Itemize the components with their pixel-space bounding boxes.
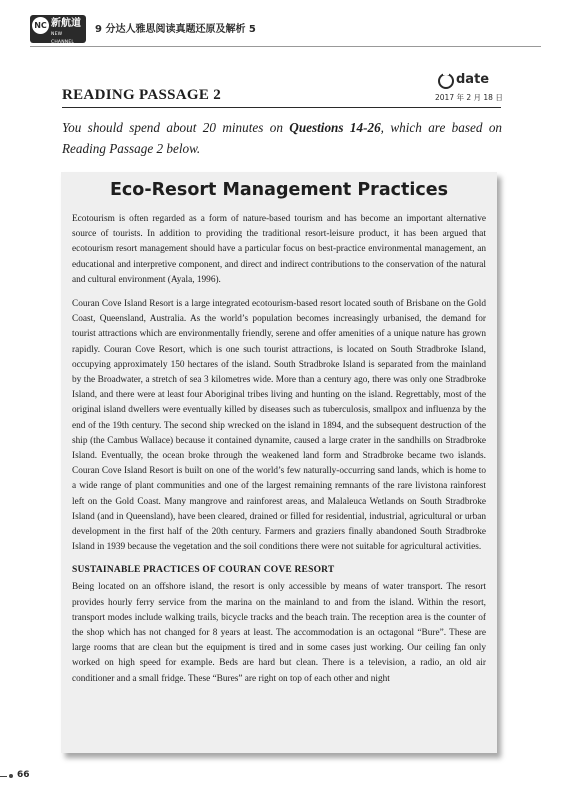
date-label: date	[456, 72, 490, 87]
article-panel	[61, 172, 497, 753]
running-header: 9 分达人雅思阅读真题还原及解析 5	[95, 24, 256, 35]
passage-divider	[62, 107, 501, 108]
logo-english-name: NEW CHANNEL	[51, 32, 75, 45]
date-block	[425, 72, 505, 104]
publisher-logo	[30, 15, 86, 43]
instructions-text-end: , which are based on Reading Passage 2 below.	[62, 120, 503, 156]
header-divider	[30, 46, 541, 47]
paragraph-1: Ecotourism is often regarded as a form of nature-based tourism and has become an important alternative source of tourists. In addition to providing the traditional resort-leisure product, it has been argued that ecotourism resort management should have a particular focus on best-practice environmental management, an educational and interpretive component, and direct and indirect contributions to the conservation of the natural and cultural environment (Ayala, 1996).	[72, 214, 486, 285]
paragraph-2: Couran Cove Island Resort is a large integrated ecotourism-based resort located south of Brisbane on the Gold Coast, Queensland, Australia. As the world’s population becomes increasingly urbanised, the demand for tourist attractions which are environmentally friendly, serene and offer amenities of a unique nature has grown rapidly. Couran Cove Resort, which is one such tourist attractions, is located on South Stradbroke Island, occupying approximately 150 hectares of the island. South Stradbroke Island is separated from the mainland by the Broadwater, a stretch of sea 3 kilometres wide. More than a century ago, there was only one Stradbroke Island, and there were at least four Aboriginal tribes living and hunting on the island. Regrettably, most of the original island dwellers were eventually killed by diseases such as tuberculosis, smallpox and influenza by the end of the 19th century. The second ship wrecked on the island in 1894, and the subsequent destruction of the ship (the Cambus Wallace) because it contained dynamite, caused a large crater in the sandhills on Stradbroke Island. Eventually, the ocean broke through the weakened land form and Stradbroke became two islands. Couran Cove Island Resort is built on one of the world’s few naturally-occurring sand lands, which is home to a wide range of plant communities and one of the largest remaining remnants of the rare livistona rainforest left on the Gold Coast. Many mangrove and rainforest areas, and Malaleuca Wetlands on South Stradbroke Island (and in Queensland), have been cleared, drained or filled for residential, industrial, agricultural or urban development in the first half of the 20th century. Farmers and graziers finally abandoned South Stradbroke Island in 1939 because the vegetation and the soil conditions there were not suitable for agricultural activities.	[72, 299, 486, 553]
clock-icon	[438, 73, 454, 89]
instructions-questions: Questions 14-26	[289, 120, 381, 135]
instructions-text: You should spend about 20 minutes on	[62, 120, 290, 135]
page-number: 66	[17, 770, 30, 780]
passage-title: READING PASSAGE 2	[62, 87, 222, 103]
paragraph-3: Being located on an offshore island, the resort is only accessible by means of water transport. The resort provides hourly ferry service from the marina on the mainland to and from the island. Within the resort, transport modes include walking trails, bicycle tracks and the beach train. The reception area is the counter of the shop which has not changed for 8 years at least. The accommodation is an octagonal “Bure”. These are large rooms that are clean but the equipment is tired and in some cases just working. Our ceiling fan only worked on high speed for example. Beds are hard but clean. There is a television, a radio, an old air conditioner and a small fridge. These “Bures” are right on top of each other and night	[72, 582, 486, 684]
section-subheading: SUSTAINABLE PRACTICES OF COURAN COVE RESORT	[72, 565, 335, 576]
logo-chinese-name: 新航道	[51, 18, 81, 29]
instructions	[62, 117, 502, 159]
footer-rule	[0, 776, 7, 777]
logo-mark: NC	[32, 17, 49, 34]
date-value: 2017 年 2 月 18 日	[435, 93, 503, 102]
footer-dot	[9, 774, 13, 778]
article-title: Eco-Resort Management Practices	[109, 180, 449, 200]
article-body	[61, 200, 497, 687]
